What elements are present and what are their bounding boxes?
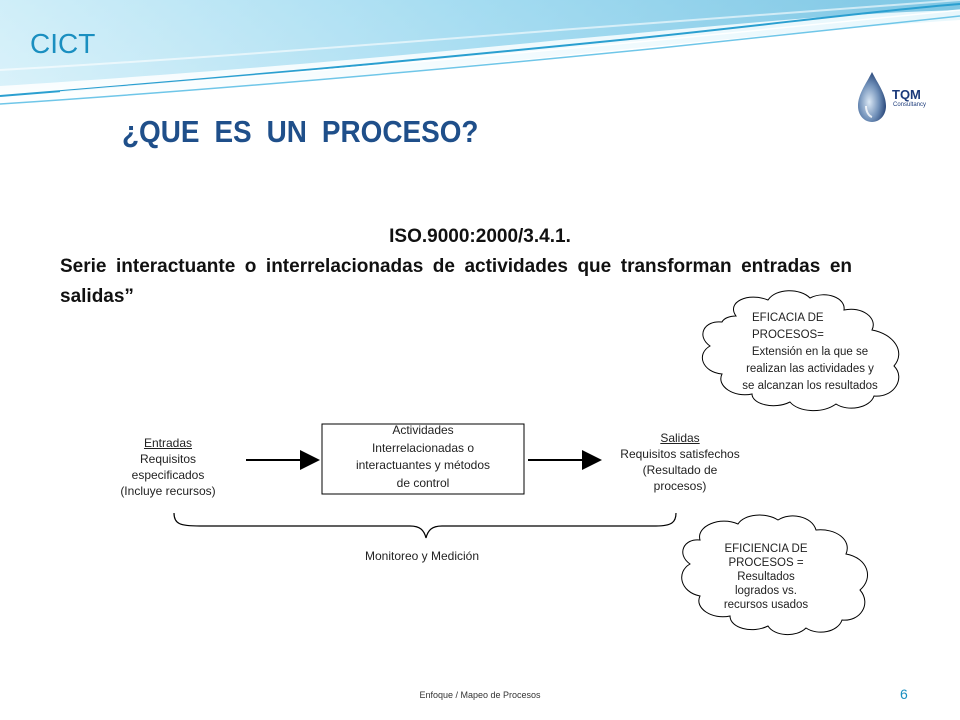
activities-line-3: interactuantes y métodos bbox=[355, 458, 491, 472]
footer-label: Enfoque / Mapeo de Procesos bbox=[419, 690, 541, 700]
efficiency-line-4: logrados vs. bbox=[734, 585, 797, 597]
activities-line-4: de control bbox=[396, 475, 450, 490]
inputs-line-2: especificados bbox=[131, 468, 205, 482]
outputs-line-3: procesos) bbox=[653, 479, 707, 493]
efficacy-text bbox=[730, 310, 890, 395]
efficiency-line-3: Resultados bbox=[737, 571, 795, 583]
inputs-line-1: Requisitos bbox=[139, 452, 197, 466]
monitoring-label: Monitoreo y Medición bbox=[364, 549, 480, 563]
inputs-heading: Entradas bbox=[143, 436, 193, 450]
inputs-line-3: (Incluye recursos) bbox=[120, 484, 216, 498]
outputs-line-1: Requisitos satisfechos bbox=[620, 447, 740, 461]
process-definition: Serie interactuante o interrelacionadas de actividades que transforman entradas en salidas” bbox=[60, 256, 852, 307]
efficiency-line-5: recursos usados bbox=[723, 599, 809, 611]
efficiency-line-2: PROCESOS = bbox=[728, 557, 804, 569]
efficacy-line-3: Extensión en la que se bbox=[751, 346, 869, 358]
inputs-block bbox=[108, 435, 228, 499]
activities-line-1: Actividades bbox=[392, 423, 454, 437]
activities-line-2: Interrelacionadas o bbox=[371, 440, 475, 455]
outputs-line-2: (Resultado de bbox=[642, 463, 718, 477]
efficacy-line-5: se alcanzan los resultados bbox=[742, 380, 878, 392]
efficacy-line-2: PROCESOS= bbox=[752, 329, 824, 341]
logo-name: TQM bbox=[892, 87, 921, 102]
page-number: 6 bbox=[900, 686, 908, 702]
outputs-block bbox=[612, 430, 748, 494]
monitoring-brace bbox=[174, 513, 676, 538]
logo-subtitle: Consultancy bbox=[893, 102, 927, 108]
brand-label: CICT bbox=[30, 28, 96, 59]
activities-text bbox=[322, 422, 524, 492]
page-title: ¿QUE ES UN PROCESO? bbox=[122, 114, 479, 149]
iso-reference: ISO.9000:2000/3.4.1. bbox=[389, 226, 571, 247]
outputs-heading: Salidas bbox=[660, 431, 700, 445]
efficiency-text bbox=[696, 542, 836, 612]
efficacy-line-4: realizan las actividades y bbox=[746, 363, 874, 375]
efficiency-line-1: EFICIENCIA DE bbox=[724, 543, 808, 555]
efficacy-line-1: EFICACIA DE bbox=[752, 312, 824, 324]
